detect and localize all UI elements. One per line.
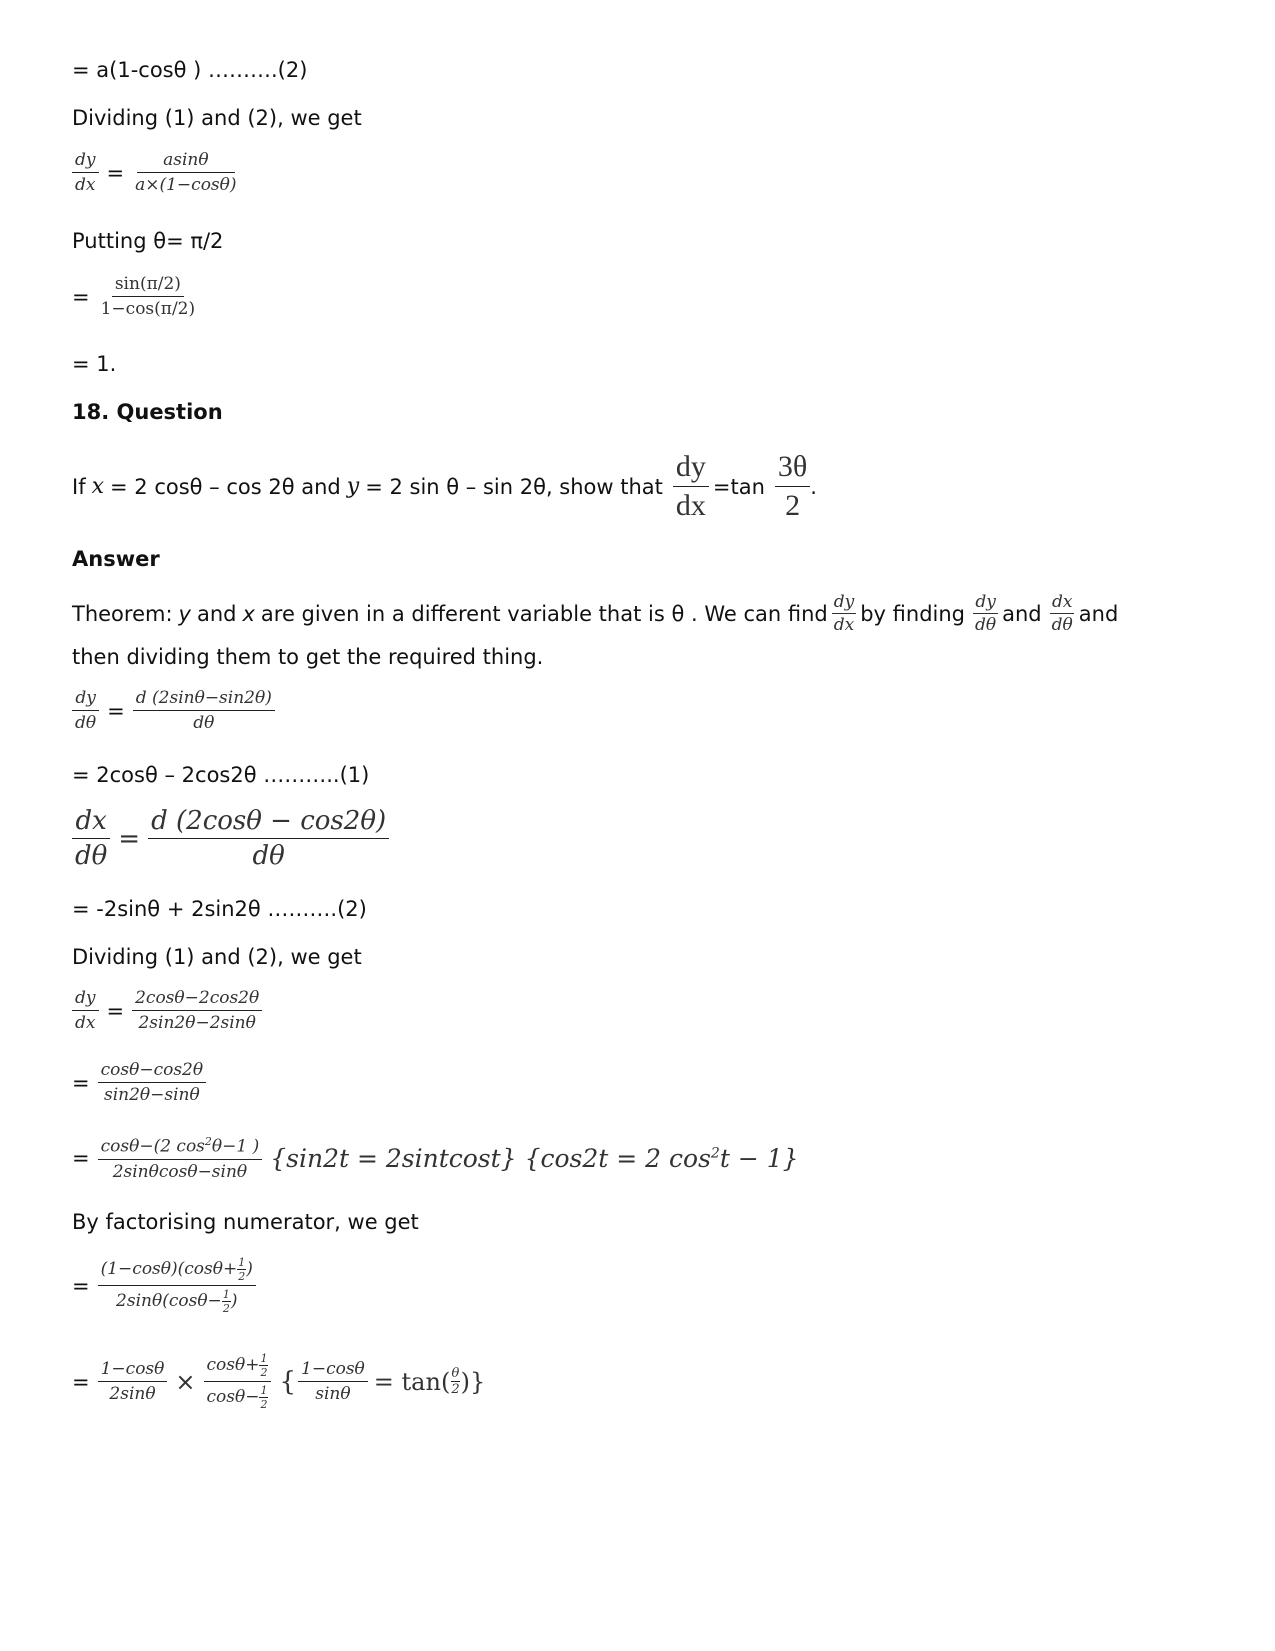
text-line: Dividing (1) and (2), we get bbox=[72, 945, 362, 969]
fraction bbox=[775, 450, 810, 523]
fraction bbox=[98, 274, 199, 319]
fraction bbox=[132, 988, 262, 1033]
numerator: dy bbox=[72, 150, 99, 173]
text: = 2 cosθ – cos 2θ and bbox=[110, 474, 341, 499]
numerator: 1 bbox=[238, 1256, 246, 1269]
numerator bbox=[98, 1256, 256, 1286]
text: If bbox=[72, 474, 86, 499]
fraction bbox=[98, 1135, 263, 1182]
numerator bbox=[98, 1135, 263, 1160]
text-line: then dividing them to get the required thing. bbox=[72, 645, 544, 669]
equals-sign: = bbox=[72, 1146, 90, 1171]
text: =tan bbox=[712, 474, 765, 499]
text: Theorem: bbox=[72, 601, 173, 626]
identity-note bbox=[525, 1144, 799, 1173]
fraction bbox=[973, 592, 998, 635]
denominator: 2sinθcosθ−sinθ bbox=[112, 1161, 248, 1182]
denominator: dx bbox=[675, 489, 706, 522]
denominator: 2 bbox=[222, 1302, 230, 1315]
denominator: dθ bbox=[1051, 615, 1073, 635]
equals-sign: = bbox=[106, 160, 125, 185]
fraction bbox=[259, 1384, 268, 1411]
text: 2sinθ(cosθ− bbox=[116, 1291, 222, 1311]
fraction bbox=[259, 1352, 268, 1379]
numerator: dy bbox=[975, 592, 996, 612]
numerator: dy bbox=[72, 688, 99, 711]
text-line: By factorising numerator, we get bbox=[72, 1210, 419, 1234]
equals-sign: = bbox=[72, 1070, 90, 1095]
denominator bbox=[113, 1286, 240, 1315]
tan-expression: = tan( bbox=[373, 1367, 451, 1396]
numerator: dx bbox=[72, 806, 109, 839]
numerator: d (2cosθ − cos2θ) bbox=[148, 806, 389, 839]
text: . bbox=[810, 474, 817, 499]
text: {cos2t = 2 cos bbox=[524, 1143, 711, 1173]
text: = 2 sin θ – sin 2θ, show that bbox=[365, 474, 663, 499]
superscript: 2 bbox=[710, 1145, 720, 1162]
fraction bbox=[72, 150, 99, 195]
numerator: asinθ bbox=[137, 150, 234, 173]
fraction bbox=[673, 450, 709, 523]
equation-double-angle bbox=[72, 1135, 799, 1182]
text: and bbox=[196, 601, 237, 626]
denominator: sinθ bbox=[315, 1384, 351, 1404]
fraction bbox=[72, 806, 110, 871]
numerator: dy bbox=[673, 450, 709, 487]
numerator bbox=[204, 1352, 272, 1382]
fraction bbox=[298, 1359, 368, 1404]
equals-sign: = bbox=[72, 1273, 90, 1298]
fraction bbox=[237, 1256, 246, 1283]
fraction bbox=[832, 592, 857, 635]
text-line: = 1. bbox=[72, 352, 117, 376]
equation-simplified bbox=[72, 1060, 206, 1105]
text: cosθ−(2 cos bbox=[100, 1136, 205, 1157]
denominator: 2 bbox=[260, 1398, 268, 1411]
answer-heading: Answer bbox=[72, 547, 160, 571]
numerator: 1−cosθ bbox=[298, 1359, 368, 1382]
denominator: dθ bbox=[75, 713, 97, 733]
text: t − 1} bbox=[719, 1143, 799, 1173]
fraction bbox=[148, 806, 389, 871]
variable-x: x bbox=[242, 601, 255, 626]
denominator: 2 bbox=[785, 489, 801, 522]
denominator: 2 bbox=[260, 1366, 268, 1379]
denominator: dθ bbox=[975, 615, 997, 635]
times-sign: × bbox=[175, 1367, 196, 1396]
theorem-text bbox=[72, 592, 1118, 635]
numerator: sin(π/2) bbox=[112, 274, 184, 297]
denominator: 2 bbox=[451, 1382, 460, 1397]
text: and bbox=[1078, 601, 1119, 626]
numerator: 1 bbox=[222, 1288, 230, 1301]
brace: { bbox=[279, 1366, 297, 1397]
numerator: 2cosθ−2cos2θ bbox=[132, 988, 262, 1011]
text: cosθ− bbox=[206, 1387, 260, 1407]
equals-sign: = bbox=[72, 284, 90, 309]
denominator: dx bbox=[75, 1013, 96, 1033]
text: ) bbox=[246, 1259, 253, 1279]
text: by finding bbox=[860, 601, 965, 626]
text-line: Dividing (1) and (2), we get bbox=[72, 106, 362, 130]
question-text bbox=[72, 450, 817, 523]
text: (1−cosθ)(cosθ+ bbox=[100, 1259, 238, 1279]
numerator: 1 bbox=[260, 1352, 268, 1365]
equation-dy-dx bbox=[72, 150, 240, 195]
text: are given in a different variable that is θ . We can find bbox=[260, 601, 828, 626]
numerator: dy bbox=[72, 988, 99, 1011]
fraction bbox=[98, 1256, 256, 1315]
text-line: = 2cosθ – 2cos2θ ………..(1) bbox=[72, 763, 370, 787]
equals-sign: = bbox=[106, 998, 125, 1023]
fraction bbox=[1050, 592, 1075, 635]
denominator: 2sinθ bbox=[109, 1384, 156, 1404]
equation-dy-dtheta bbox=[72, 688, 275, 733]
numerator: 1−cosθ bbox=[98, 1359, 168, 1382]
variable-y: y bbox=[178, 601, 191, 626]
denominator: sin2θ−sinθ bbox=[103, 1085, 200, 1105]
numerator: cosθ−cos2θ bbox=[98, 1060, 207, 1083]
variable-x: x bbox=[91, 474, 105, 499]
numerator: 3θ bbox=[775, 450, 810, 487]
fraction bbox=[132, 150, 239, 195]
fraction bbox=[98, 1060, 207, 1105]
question-heading: 18. Question bbox=[72, 400, 223, 424]
equals-sign: = bbox=[72, 1369, 90, 1394]
equals-sign: = bbox=[107, 698, 125, 723]
text-line: = a(1-cosθ ) ……….(2) bbox=[72, 58, 308, 82]
variable-y: y bbox=[346, 474, 360, 499]
denominator: 2sin2θ−2sinθ bbox=[138, 1013, 256, 1033]
equation-quotient bbox=[72, 988, 262, 1033]
numerator: dy bbox=[833, 592, 855, 612]
identity-note: {sin2t = 2sintcost} bbox=[270, 1143, 517, 1173]
text: and bbox=[1002, 601, 1042, 626]
denominator bbox=[204, 1382, 272, 1411]
denominator: dθ bbox=[252, 841, 285, 871]
equation-substitution bbox=[72, 274, 198, 319]
fraction bbox=[72, 688, 99, 733]
denominator: dθ bbox=[75, 841, 108, 871]
text: θ−1 ) bbox=[211, 1136, 260, 1157]
denominator: dx bbox=[833, 615, 855, 635]
equation-tangent-form bbox=[72, 1352, 485, 1411]
fraction bbox=[133, 688, 275, 733]
equation-dx-dtheta bbox=[72, 806, 389, 871]
fraction bbox=[204, 1352, 272, 1411]
text: cosθ+ bbox=[206, 1355, 260, 1375]
numerator: dx bbox=[1051, 592, 1073, 612]
denominator: dx bbox=[75, 175, 96, 195]
superscript: 2 bbox=[204, 1135, 212, 1148]
equals-sign: = bbox=[118, 823, 141, 854]
denominator: a×(1−cosθ) bbox=[135, 175, 237, 195]
fraction bbox=[72, 988, 99, 1033]
text: ) bbox=[230, 1291, 238, 1311]
closing-brackets: )} bbox=[460, 1367, 486, 1396]
numerator: d (2sinθ−sin2θ) bbox=[133, 688, 275, 711]
text-line: Putting θ= π/2 bbox=[72, 229, 224, 253]
denominator: 1−cos(π/2) bbox=[100, 299, 196, 319]
fraction bbox=[98, 1359, 168, 1404]
text-line: = -2sinθ + 2sin2θ ……….(2) bbox=[72, 897, 367, 921]
equation-factorised bbox=[72, 1256, 256, 1315]
numerator: θ bbox=[451, 1366, 460, 1381]
denominator: 2 bbox=[238, 1270, 246, 1283]
denominator: dθ bbox=[193, 713, 215, 733]
numerator: 1 bbox=[260, 1384, 268, 1397]
fraction bbox=[450, 1366, 460, 1397]
fraction bbox=[222, 1288, 231, 1315]
